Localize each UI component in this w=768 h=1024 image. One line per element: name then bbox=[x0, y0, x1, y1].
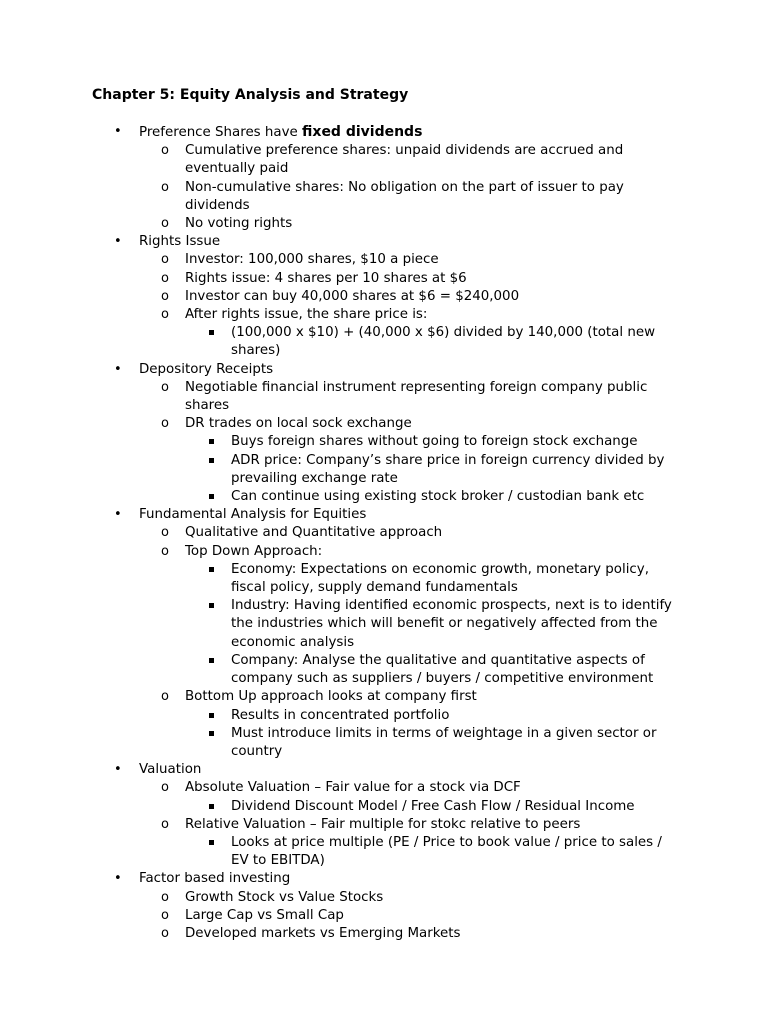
bullet-dot-icon: • bbox=[114, 871, 122, 887]
detail-list bbox=[185, 707, 768, 762]
section-label bbox=[139, 233, 768, 251]
bullet-circle-icon: o bbox=[161, 543, 169, 559]
sub-item bbox=[139, 925, 768, 943]
detail-item bbox=[185, 433, 768, 451]
bullet-square-icon bbox=[209, 658, 214, 663]
section-label bbox=[139, 761, 768, 779]
sub-item-text: Developed markets vs Emerging Markets bbox=[185, 925, 461, 941]
detail-item bbox=[185, 725, 768, 761]
sub-list bbox=[139, 251, 768, 360]
detail-item-text: Buys foreign shares without going to foreign stock exchange bbox=[231, 434, 638, 450]
bullet-circle-icon: o bbox=[161, 525, 169, 541]
sub-list bbox=[139, 889, 768, 944]
sub-item bbox=[139, 270, 768, 288]
section-item bbox=[0, 361, 768, 507]
section-label-text: Fundamental Analysis for Equities bbox=[139, 507, 367, 523]
sub-item-text: No voting rights bbox=[185, 216, 293, 232]
bullet-circle-icon: o bbox=[161, 307, 169, 323]
bullet-circle-icon: o bbox=[161, 907, 169, 923]
detail-item bbox=[185, 324, 768, 360]
detail-item-text: Economy: Expectations on economic growth, monetary policy, fiscal policy, supply demand fundamentals bbox=[231, 561, 649, 596]
detail-item-text: ADR price: Company’s share price in foreign currency divided by prevailing exchange rate bbox=[231, 452, 665, 486]
detail-item bbox=[185, 488, 768, 506]
bullet-circle-icon: o bbox=[161, 379, 169, 395]
bullet-dot-icon: • bbox=[114, 361, 122, 377]
sub-item-text: Large Cap vs Small Cap bbox=[185, 907, 344, 923]
bullet-square-icon bbox=[209, 458, 214, 463]
sub-item bbox=[139, 142, 768, 178]
sub-list bbox=[139, 524, 768, 761]
section-item bbox=[0, 506, 768, 761]
detail-item bbox=[185, 652, 768, 688]
section-label-emphasis: fixed dividends bbox=[302, 124, 423, 140]
bullet-circle-icon: o bbox=[161, 216, 169, 232]
sub-item bbox=[139, 306, 768, 361]
bullet-square-icon bbox=[209, 804, 214, 809]
detail-list bbox=[185, 561, 768, 688]
section-item bbox=[0, 233, 768, 360]
section-label bbox=[139, 361, 768, 379]
sub-item bbox=[139, 415, 768, 506]
section-item bbox=[0, 870, 768, 943]
sub-item bbox=[139, 215, 768, 233]
section-label bbox=[139, 123, 768, 142]
detail-list bbox=[185, 834, 768, 870]
sub-item bbox=[139, 816, 768, 871]
bullet-square-icon bbox=[209, 330, 214, 335]
bullet-circle-icon: o bbox=[161, 925, 169, 941]
section-item bbox=[0, 123, 768, 233]
sub-item-text: Qualitative and Quantitative approach bbox=[185, 525, 443, 541]
bullet-circle-icon: o bbox=[161, 416, 169, 432]
sub-list bbox=[139, 779, 768, 870]
sub-item-text: Non-cumulative shares: No obligation on the part of issuer to pay dividends bbox=[185, 179, 624, 213]
detail-item-text: Must introduce limits in terms of weightage in a given sector or country bbox=[231, 725, 657, 759]
sub-item-text: Relative Valuation – Fair multiple for stokc relative to peers bbox=[185, 816, 581, 832]
bullet-dot-icon: • bbox=[114, 124, 122, 139]
bullet-square-icon bbox=[209, 603, 214, 608]
section-label bbox=[139, 506, 768, 524]
bullet-circle-icon: o bbox=[161, 143, 169, 159]
outline-list bbox=[0, 123, 768, 943]
bullet-circle-icon: o bbox=[161, 270, 169, 286]
bullet-square-icon bbox=[209, 840, 214, 845]
sub-item bbox=[139, 907, 768, 925]
detail-item bbox=[185, 561, 768, 597]
detail-item-text: Industry: Having identified economic prospects, next is to identify the industries which will benefit or negatively affected from the economic analysis bbox=[231, 598, 672, 650]
sub-item-text: Investor can buy 40,000 shares at $6 = $240,000 bbox=[185, 288, 520, 304]
bullet-circle-icon: o bbox=[161, 252, 169, 268]
bullet-square-icon bbox=[209, 494, 214, 499]
detail-item-text: Looks at price multiple (PE / Price to book value / price to sales / EV to EBITDA) bbox=[231, 834, 662, 869]
bullet-dot-icon: • bbox=[114, 762, 122, 778]
sub-item-text: Negotiable financial instrument representing foreign company public shares bbox=[185, 379, 648, 414]
bullet-dot-icon: • bbox=[114, 507, 122, 523]
sub-item-text: Bottom Up approach looks at company first bbox=[185, 689, 477, 705]
sub-item-text: Absolute Valuation – Fair value for a stock via DCF bbox=[185, 780, 521, 796]
sub-item-text: Investor: 100,000 shares, $10 a piece bbox=[185, 252, 439, 268]
detail-item-text: Dividend Discount Model / Free Cash Flow / Residual Income bbox=[231, 798, 635, 814]
detail-item bbox=[185, 452, 768, 488]
sub-item bbox=[139, 288, 768, 306]
sub-item-text: Growth Stock vs Value Stocks bbox=[185, 889, 384, 905]
sub-item bbox=[139, 779, 768, 815]
bullet-circle-icon: o bbox=[161, 816, 169, 832]
section-item bbox=[0, 761, 768, 870]
sub-item bbox=[139, 179, 768, 215]
detail-item-text: (100,000 x $10) + (40,000 x $6) divided by 140,000 (total new shares) bbox=[231, 325, 656, 359]
sub-item bbox=[139, 688, 768, 761]
detail-list bbox=[185, 798, 768, 816]
sub-item bbox=[139, 524, 768, 542]
detail-item-text: Results in concentrated portfolio bbox=[231, 707, 450, 723]
sub-item-text: Rights issue: 4 shares per 10 shares at $6 bbox=[185, 270, 467, 286]
sub-list bbox=[139, 379, 768, 506]
section-label-text: Preference Shares have bbox=[139, 125, 303, 140]
bullet-square-icon bbox=[209, 731, 214, 736]
detail-item bbox=[185, 597, 768, 652]
sub-list bbox=[139, 142, 768, 233]
section-label bbox=[139, 870, 768, 888]
bullet-circle-icon: o bbox=[161, 889, 169, 905]
bullet-circle-icon: o bbox=[161, 780, 169, 796]
detail-item-text: Company: Analyse the qualitative and quantitative aspects of company such as suppliers / buyers / competitive environment bbox=[231, 652, 654, 687]
sub-item bbox=[139, 251, 768, 269]
sub-item bbox=[139, 889, 768, 907]
page-title: Chapter 5: Equity Analysis and Strategy bbox=[92, 87, 409, 103]
bullet-square-icon bbox=[209, 439, 214, 444]
sub-item bbox=[139, 379, 768, 415]
sub-item-text: Top Down Approach: bbox=[185, 543, 323, 559]
detail-item bbox=[185, 798, 768, 816]
detail-item bbox=[185, 834, 768, 870]
section-label-text: Depository Receipts bbox=[139, 361, 274, 377]
bullet-circle-icon: o bbox=[161, 689, 169, 705]
detail-item bbox=[185, 707, 768, 725]
bullet-circle-icon: o bbox=[161, 179, 169, 195]
bullet-circle-icon: o bbox=[161, 288, 169, 304]
sub-item-text: Cumulative preference shares: unpaid dividends are accrued and eventually paid bbox=[185, 143, 624, 177]
detail-item-text: Can continue using existing stock broker / custodian bank etc bbox=[231, 489, 645, 505]
section-label-text: Valuation bbox=[139, 762, 202, 778]
detail-list bbox=[185, 324, 768, 360]
sub-item-text: DR trades on local sock exchange bbox=[185, 416, 412, 432]
section-label-text: Factor based investing bbox=[139, 871, 291, 887]
bullet-square-icon bbox=[209, 567, 214, 572]
sub-item bbox=[139, 543, 768, 689]
detail-list bbox=[185, 433, 768, 506]
sub-item-text: After rights issue, the share price is: bbox=[185, 307, 428, 323]
bullet-dot-icon: • bbox=[114, 234, 122, 250]
bullet-square-icon bbox=[209, 713, 214, 718]
section-label-text: Rights Issue bbox=[139, 234, 221, 250]
